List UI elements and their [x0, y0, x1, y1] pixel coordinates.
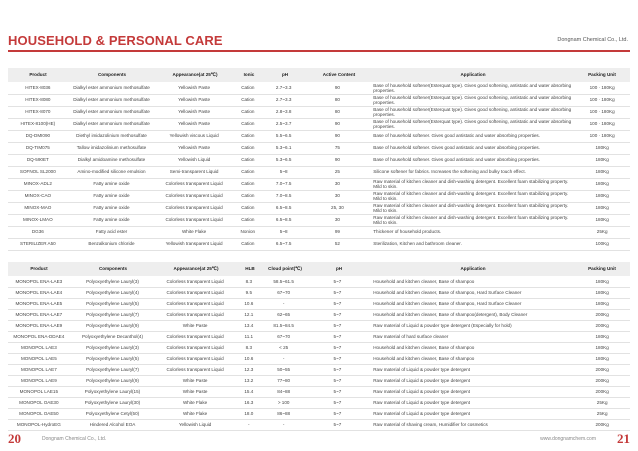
- cell-packing-unit: 25Kg: [596, 410, 608, 416]
- cell-product: HITEX-8100(HE): [20, 121, 56, 127]
- cell-product: MONOPOL ENA-LAE3: [15, 278, 63, 284]
- cell-product: HITEX-8036: [25, 85, 51, 91]
- cell-application: Raw material of hard surface cleaner: [373, 333, 449, 339]
- column-header-appearance: Appearance(at 25℃): [173, 266, 219, 272]
- cell-appearance: White Paste: [182, 322, 208, 328]
- cell-hlb: 11.1: [244, 333, 254, 339]
- cell-product: MONOPOL LAE9: [20, 377, 57, 383]
- cell-appearance: White Flake: [181, 229, 207, 235]
- cell-components: Polyoxyethylene Lauryl(9): [86, 377, 139, 383]
- cell-components: Polyoxyethylene Lauryl(30): [84, 399, 141, 405]
- cell-cloud-point: > 100: [277, 399, 290, 405]
- cell-packing-unit: 100 · 180Kg: [589, 121, 615, 127]
- column-header-components: Components: [98, 266, 128, 272]
- cell-ph: 5~7: [333, 355, 342, 361]
- cell-ph: 5.3~6.5: [275, 157, 292, 163]
- cell-components: Polyoxyethylene Lauryl(3): [86, 278, 139, 284]
- cell-ph: 5~7: [333, 289, 342, 295]
- cell-application: Household and kitchen cleaner, Base of shampoo: [373, 344, 475, 350]
- cell-application: Household and kitchen cleaner, Base of shampoo, Hard Surface Cleaner: [373, 289, 522, 295]
- cell-ph: 5~7: [333, 344, 342, 350]
- cell-active-content: 25, 30: [331, 205, 344, 211]
- cell-packing-unit: 180Kg: [595, 217, 609, 223]
- cell-hlb: 10.6: [244, 355, 254, 361]
- cell-ph: 2.7~3.3: [275, 85, 292, 91]
- cell-cloud-point: 67~70: [277, 289, 291, 295]
- table-row: [8, 419, 630, 431]
- cell-application: Base of household softener(Esterquat type). Gives good softening, antistatic and water absorbing properties.: [373, 94, 572, 105]
- cell-product: DQ-TIM075: [25, 145, 50, 151]
- cell-components: Fatty amine oxide: [93, 193, 130, 199]
- cell-components: Dialkyl ester ammonium methosulfate: [73, 109, 150, 115]
- cell-hlb: -: [248, 421, 250, 427]
- column-header-packing-unit: Packing Unit: [588, 266, 616, 272]
- cell-hlb: 9.5: [245, 289, 253, 295]
- cell-appearance: Colorless transparent Liquid: [165, 205, 223, 211]
- cell-hlb: 12.3: [244, 366, 254, 372]
- cell-ionic: Cation: [241, 205, 255, 211]
- cell-packing-unit: 100 · 180Kg: [589, 109, 615, 115]
- cell-cloud-point: 77~80: [277, 377, 291, 383]
- cell-product: DQ-DMI090: [25, 133, 51, 139]
- cell-appearance: Colorless transparent Liquid: [166, 355, 224, 361]
- cell-appearance: White Flake: [182, 410, 208, 416]
- cell-components: Dialkyl amidoamine methosulfate: [77, 157, 146, 163]
- cell-product: MONOPOL LAE5: [20, 355, 57, 361]
- cell-application: Household and kitchen cleaner, Base of shampoo: [373, 278, 475, 284]
- company-name: Dongnam Chemical Co., Ltd.: [557, 37, 628, 43]
- cell-application: Household and kitchen cleaner, Base of shampoo, Hard Surface Cleaner: [373, 300, 522, 306]
- cell-product: MONOPOL OAE30: [19, 399, 59, 405]
- cell-cloud-point: < 25: [279, 344, 289, 350]
- cell-components: Fatty amine oxide: [93, 181, 130, 187]
- cell-application: Raw material of kitchen cleaner and dish-washing detergent. Excellent foam stabilizing property. Mild to skin.: [373, 190, 569, 201]
- cell-ph: 5~7: [333, 366, 342, 372]
- left-page-number: 20: [8, 431, 21, 446]
- right-page-number: 21: [617, 431, 630, 446]
- cell-components: Diethyl imidazolinium methosulfate: [76, 133, 147, 139]
- cell-hlb: 13.2: [244, 377, 254, 383]
- cell-ph: 5~7: [333, 300, 342, 306]
- cell-ph: 5~7: [333, 311, 342, 317]
- cell-application: Raw material of Liquid & powder type detergent: [373, 388, 471, 394]
- cell-application: Raw material of Liquid & powder type detergent: [373, 410, 471, 416]
- cell-ph: 5~7: [333, 399, 342, 405]
- cell-components: Polyoxyethylene Lauryl(9): [86, 322, 139, 328]
- cell-ionic: Cation: [241, 109, 255, 115]
- cell-ph: 5.5~6.5: [275, 133, 292, 139]
- cell-application: Base of household softener(Esterquat type). Gives good softening, antistatic and water absorbing properties.: [373, 106, 572, 117]
- cell-application: Raw material of kitchen cleaner and dish-washing detergent. Excellent foam stabilizing property. Mild to skin.: [373, 214, 569, 225]
- cell-ph: 6.5~8.5: [275, 205, 292, 211]
- cell-hlb: 16.3: [244, 399, 254, 405]
- cell-appearance: Colorless transparent Liquid: [166, 300, 224, 306]
- cell-appearance: Colorless transparent Liquid: [166, 278, 224, 284]
- cell-appearance: Colorless transparent Liquid: [165, 217, 223, 223]
- cell-product: MONOPOL ENA-LAE4: [15, 289, 63, 295]
- cell-application: Raw material of shaving cream, Humidifier for cosmetics: [373, 421, 488, 427]
- softener-products-table: [8, 68, 630, 254]
- cell-packing-unit: 200Kg: [595, 388, 609, 394]
- column-header-hlb: HLB: [245, 266, 255, 272]
- cell-cloud-point: -: [282, 300, 285, 306]
- cell-packing-unit: 180Kg: [595, 157, 609, 163]
- cell-appearance: White Flake: [182, 399, 208, 405]
- footer-website[interactable]: www.dongnamchem.com: [540, 436, 596, 442]
- table-row: [8, 238, 630, 251]
- cell-product: MONOPOL LAE15: [19, 388, 59, 394]
- cell-ph: 5~7: [333, 410, 342, 416]
- cell-active-content: 99: [334, 229, 340, 235]
- cell-product: HITEX-8070: [25, 109, 51, 115]
- cell-ph: 2.8~3.8: [275, 109, 292, 115]
- cell-appearance: White Paste: [182, 388, 208, 394]
- cell-packing-unit: 25Kg: [596, 229, 608, 235]
- cell-ionic: Cation: [241, 181, 255, 187]
- cell-ph: 5~7: [333, 278, 342, 284]
- cell-application: Base of household softener. Gives good antistatic and water absorbing properties.: [373, 133, 541, 139]
- nonionic-products-table: [8, 262, 630, 432]
- cell-components: Fatty amine oxide: [93, 205, 130, 211]
- cell-product: DQ-590ET: [26, 157, 49, 163]
- cell-components: Polyoxyethylene Lauryl(4): [86, 289, 139, 295]
- cell-application: Raw material of Liquid & powder type detergent: [373, 377, 471, 383]
- cell-components: Benzalkonium chloride: [88, 241, 135, 247]
- column-header-application: Application: [460, 266, 486, 272]
- cell-components: Polyoxyethylene Lauryl(5): [86, 355, 139, 361]
- cell-hlb: 10.6: [244, 300, 254, 306]
- cell-appearance: Colorless transparent Liquid: [166, 311, 224, 317]
- cell-product: MINOX-ADL2: [23, 181, 52, 187]
- cell-appearance: Yellowish Paste: [178, 85, 211, 91]
- cell-product: MONOPOL ENA-LAE5: [15, 300, 63, 306]
- cell-active-content: 30: [334, 193, 340, 199]
- cell-ph: 6.5~7.5: [275, 241, 292, 247]
- cell-appearance: Yellowish viscous Liquid: [169, 133, 219, 139]
- cell-product: MONOPOL ENA-LAE9: [15, 322, 63, 328]
- cell-appearance: Yellowish transparent Liquid: [165, 241, 223, 247]
- cell-packing-unit: 180Kg: [595, 193, 609, 199]
- cell-ph: 5~8: [279, 169, 288, 175]
- cell-appearance: Semi-transparent Liquid: [169, 169, 219, 175]
- cell-hlb: 8.3: [245, 278, 253, 284]
- cell-ionic: Nonion: [240, 229, 256, 235]
- cell-hlb: 8.3: [245, 344, 253, 350]
- cell-packing-unit: 200Kg: [595, 377, 609, 383]
- cell-packing-unit: 180Kg: [595, 344, 609, 350]
- cell-product: MONOPOL LAE7: [20, 366, 57, 372]
- cell-ph: 5~7: [333, 322, 342, 328]
- cell-ionic: Cation: [241, 157, 255, 163]
- cell-hlb: 15.4: [244, 388, 254, 394]
- cell-application: Raw material of Liquid & powder type detergent: [373, 366, 471, 372]
- cell-active-content: 25: [334, 169, 340, 175]
- cell-appearance: Colorless transparent Liquid: [166, 333, 224, 339]
- cell-packing-unit: 200Kg: [595, 421, 609, 427]
- column-header-ph: pH: [335, 266, 343, 272]
- cell-appearance: Yellowish Paste: [178, 109, 211, 115]
- cell-application: Thickener of household products.: [373, 229, 442, 235]
- cell-packing-unit: 200Kg: [595, 311, 609, 317]
- cell-packing-unit: 180Kg: [595, 278, 609, 284]
- cell-packing-unit: 200Kg: [595, 366, 609, 372]
- cell-appearance: Yellowish Liquid: [178, 421, 212, 427]
- cell-components: Fatty acid ester: [95, 229, 128, 235]
- cell-appearance: Colorless transparent Liquid: [165, 181, 223, 187]
- cell-ionic: Cation: [241, 97, 255, 103]
- cell-cloud-point: 62~65: [277, 311, 291, 317]
- cell-product: MONOPOL LAE3: [20, 344, 57, 350]
- cell-ph: 2.5~3.7: [275, 121, 292, 127]
- cell-ph: 7.0~7.5: [275, 181, 292, 187]
- column-header-cloud-point: Cloud point(℃): [268, 266, 302, 272]
- cell-active-content: 80: [334, 109, 340, 115]
- cell-product: HITEX-8080: [25, 97, 51, 103]
- cell-packing-unit: 180Kg: [595, 145, 609, 151]
- cell-product: MONOPOL OAE50: [19, 410, 59, 416]
- cell-packing-unit: 100 · 180Kg: [589, 85, 615, 91]
- cell-ionic: Cation: [241, 169, 255, 175]
- cell-packing-unit: 180Kg: [595, 289, 609, 295]
- cell-ionic: Cation: [241, 145, 255, 151]
- cell-active-content: 90: [334, 157, 340, 163]
- cell-packing-unit: 180Kg: [595, 169, 609, 175]
- cell-cloud-point: 58.5~61.5: [273, 278, 294, 284]
- cell-application: Raw material of Liquid & powder type detergent (Especially for hold): [373, 322, 512, 328]
- cell-ionic: Cation: [241, 217, 255, 223]
- column-header-application: Application: [460, 72, 486, 78]
- cell-components: Polyoxyethylene Cetyl(50): [85, 410, 140, 416]
- cell-active-content: 52: [334, 241, 340, 247]
- cell-components: Fatty amine oxide: [93, 217, 130, 223]
- cell-packing-unit: 180Kg: [595, 300, 609, 306]
- cell-active-content: 30: [334, 181, 340, 187]
- cell-components: Polyoxyethylene Lauryl(5): [86, 300, 139, 306]
- cell-application: Raw material of kitchen cleaner and dish-washing detergent. Excellent foam stabilizing property. Mild to skin.: [373, 178, 569, 189]
- cell-application: Silicone softener for fabrics. Increases the softening and bulky touch effect.: [373, 169, 526, 175]
- cell-appearance: Yellowish Liquid: [177, 157, 211, 163]
- cell-ph: 2.7~3.3: [275, 97, 292, 103]
- cell-product: MINOX-MAO: [24, 205, 52, 211]
- cell-ionic: Cation: [241, 133, 255, 139]
- cell-components: Dialkyl ester ammonium methosulfate: [73, 85, 150, 91]
- cell-components: Amino-modified silicone emulsion: [77, 169, 146, 175]
- cell-application: Base of household softener(Esterquat type). Gives good softening, antistatic and water absorbing properties.: [373, 82, 572, 93]
- cell-ph: 6.5~8.5: [275, 217, 292, 223]
- cell-appearance: Yellowish Paste: [178, 97, 211, 103]
- cell-ionic: Cation: [241, 85, 255, 91]
- column-header-ionic: Ionic: [243, 72, 255, 78]
- cell-appearance: Colorless transparent Liquid: [166, 289, 224, 295]
- column-header-components: Components: [97, 72, 127, 78]
- cell-cloud-point: -: [282, 421, 285, 427]
- cell-components: Tallow imidazolinium methosulfate: [76, 145, 147, 151]
- cell-components: Polyoxyethylene Decanthol(4): [81, 333, 143, 339]
- cell-application: Raw material of Liquid & powder type detergent: [373, 399, 471, 405]
- cell-ph: 5~8: [279, 229, 288, 235]
- cell-active-content: 30: [334, 217, 340, 223]
- table-header: [8, 68, 630, 82]
- cell-active-content: 90: [334, 85, 340, 91]
- header-rule: [8, 50, 630, 52]
- cell-product: MONOPOL ENA-LAE7: [15, 311, 63, 317]
- column-header-ph: pH: [281, 72, 289, 78]
- table-header: [8, 262, 630, 276]
- column-header-active-content: Active Content: [322, 72, 356, 78]
- cell-product: MONOPOL ENA-DDAE4: [13, 333, 65, 339]
- column-header-appearance: Appearance(at 25℃): [172, 72, 218, 78]
- cell-packing-unit: 100 · 180Kg: [589, 133, 615, 139]
- cell-cloud-point: 84~88: [277, 388, 291, 394]
- cell-ionic: Cation: [241, 121, 255, 127]
- cell-components: Dialkyl ester ammonium methosulfate: [73, 121, 150, 127]
- cell-ph: 5~7: [333, 333, 342, 339]
- cell-product: DG36: [31, 229, 44, 235]
- cell-appearance: White Paste: [182, 377, 208, 383]
- cell-components: Polyoxyethylene Lauryl(3): [86, 344, 139, 350]
- cell-product: STERILIZER A50: [19, 241, 56, 247]
- cell-hlb: 13.4: [244, 322, 254, 328]
- cell-packing-unit: 25Kg: [596, 399, 608, 405]
- column-header-product: Product: [30, 266, 48, 272]
- cell-application: Sterilization, Kitchen and bathroom cleaner.: [373, 241, 462, 247]
- cell-appearance: Yellowish Paste: [178, 145, 211, 151]
- cell-application: Base of household softener(Esterquat type). Gives good softening, antistatic and water absorbing properties.: [373, 118, 572, 129]
- cell-application: Raw material of kitchen cleaner and dish-washing detergent. Excellent foam stabilizing property. Mild to skin.: [373, 202, 569, 213]
- cell-appearance: Colorless transparent Liquid: [166, 344, 224, 350]
- page-header: [0, 0, 638, 58]
- cell-packing-unit: 180Kg: [595, 181, 609, 187]
- cell-appearance: Colorless transparent Liquid: [165, 193, 223, 199]
- cell-appearance: Colorless transparent Liquid: [166, 366, 224, 372]
- cell-application: Household and kitchen cleaner, Base of shampoo: [373, 355, 475, 361]
- cell-application: Base of household softener. Gives good antistatic and water absorbing properties.: [373, 157, 541, 163]
- cell-appearance: Yellowish Paste: [178, 121, 211, 127]
- cell-packing-unit: 100Kg: [595, 241, 609, 247]
- cell-components: Polyoxyethylene Lauryl(7): [86, 366, 139, 372]
- cell-cloud-point: 81.5~84.5: [273, 322, 294, 328]
- cell-cloud-point: 86~88: [277, 410, 291, 416]
- cell-ph: 5~7: [333, 388, 342, 394]
- cell-components: Dialkyl ester ammonium methosulfate: [73, 97, 150, 103]
- cell-active-content: 90: [334, 121, 340, 127]
- cell-packing-unit: 180Kg: [595, 355, 609, 361]
- cell-packing-unit: 180Kg: [595, 205, 609, 211]
- cell-active-content: 80: [334, 97, 340, 103]
- cell-components: Hindered Alcohol EOA: [89, 421, 136, 427]
- cell-hlb: 18.0: [244, 410, 254, 416]
- cell-cloud-point: 50~55: [277, 366, 291, 372]
- cell-ph: 5.3~6.1: [275, 145, 292, 151]
- cell-ph: 7.0~8.5: [275, 193, 292, 199]
- cell-ph: 5~7: [333, 377, 342, 383]
- cell-packing-unit: 100 · 180Kg: [589, 97, 615, 103]
- cell-ionic: Cation: [241, 241, 255, 247]
- cell-hlb: 12.1: [244, 311, 254, 317]
- cell-ionic: Cation: [241, 193, 255, 199]
- cell-cloud-point: -: [282, 355, 285, 361]
- cell-active-content: 90: [334, 133, 340, 139]
- cell-ph: 5~7: [333, 421, 342, 427]
- cell-application: Household and kitchen cleaner, Base of shampoo(detergent), Body Cleaner: [373, 311, 528, 317]
- cell-cloud-point: 67~70: [277, 333, 291, 339]
- cell-packing-unit: 180Kg: [595, 333, 609, 339]
- cell-active-content: 75: [334, 145, 340, 151]
- page-title: HOUSEHOLD & PERSONAL CARE: [8, 33, 223, 48]
- cell-components: Polyoxyethylene Lauryl(15): [84, 388, 141, 394]
- cell-product: MONOPOL-HydroEG: [16, 421, 61, 427]
- cell-packing-unit: 200Kg: [595, 322, 609, 328]
- cell-product: MINOX-LMAO: [23, 217, 53, 223]
- column-header-packing-unit: Packing Unit: [588, 72, 616, 78]
- cell-application: Base of household softener. Gives good antistatic and water absorbing properties.: [373, 145, 541, 151]
- cell-product: SOFNOL SL2000: [19, 169, 56, 175]
- cell-product: MINOX-CAO: [24, 193, 52, 199]
- cell-components: Polyoxyethylene Lauryl(7): [86, 311, 139, 317]
- column-header-product: Product: [29, 72, 47, 78]
- footer-company: Dongnam Chemical Co., Ltd.: [42, 436, 107, 442]
